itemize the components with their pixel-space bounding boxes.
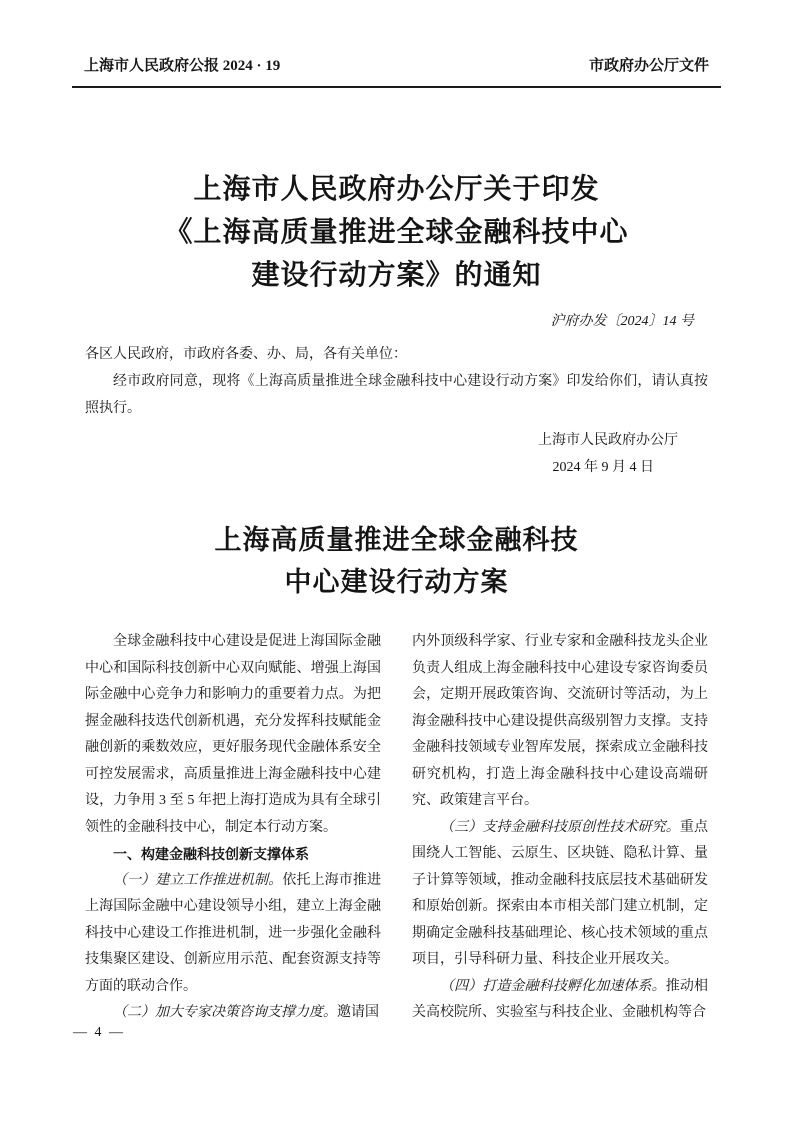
section-heading: 一、构建金融科技创新支撑体系 xyxy=(113,846,309,862)
gazette-issue-label: 上海市人民政府公报 2024 · 19 xyxy=(84,58,281,74)
signature-date: 2024 年 9 月 4 日 xyxy=(552,460,654,475)
paragraph: 全球金融科技中心建设是促进上海国际金融中心和国际科技创新中心双向赋能、增强上海国际金融中心竞争力和影响力的重要着力点。为把握金融科技迭代创新机遇，充分发挥科技赋能金融创新的乘数效应，更好服务现代金融体系安全可控发展需求，高质量推进上海金融科技中心建设，力争用 3 至 5 年把上海打造成为具有全球引领性的金融科技中心，制定本行动方案。 xyxy=(85,634,381,835)
plan-title-line-2: 中心建设行动方案 xyxy=(284,567,509,597)
paragraph: （三）支持金融科技原创性技术研究。重点围绕人工智能、云原生、区块链、隐私计算、量子计算等领域，推动金融科技底层技术基础研发和原始创新。探索由本市相关部门建立机制，定期确定金融科技基础理论、核心技术领域的重点项目，引导科研力量、科技企业开展攻关。 xyxy=(412,819,709,967)
paragraph: （一）建立工作推进机制。依托上海市推进上海国际金融中心建设领导小组，建立上海金融科技中心建设工作推进机制，进一步强化金融科技集聚区建设、创新应用示范、配套资源支持等方面的联动合作。 xyxy=(85,872,382,994)
notice-title-line-1: 上海市人民政府办公厅关于印发 xyxy=(193,174,600,205)
left-column xyxy=(85,629,381,1027)
item-title-lead: （二）加大专家决策咨询支撑力度。 xyxy=(113,1005,337,1020)
plan-title xyxy=(0,519,793,603)
paragraph: （二）加大专家决策咨询支撑力度。邀请国 xyxy=(113,1005,379,1020)
right-column xyxy=(412,629,708,1027)
notice-title xyxy=(0,168,793,297)
paragraph: 内外顶级科学家、行业专家和金融科技龙头企业负责人组成上海金融科技中心建设专家咨询委员会，定期开展政策咨询、交流研讨等活动，为上海金融科技中心建设提供高级别智力支撑。支持金融科技领域专业智库发展，探索成立金融科技研究机构，打造上海金融科技中心建设高端研究、政策建言平台。 xyxy=(412,634,708,808)
notice-paragraph: 经市政府同意，现将《上海高质量推进全球金融科技中心建设行动方案》印发给你们，请认真按照执行。 xyxy=(85,374,708,416)
plan-body xyxy=(85,629,708,1027)
notice-body xyxy=(85,341,708,481)
page-number: — 4 — xyxy=(73,1025,125,1040)
item-title-lead: （一）建立工作推进机制。 xyxy=(113,872,283,888)
notice-title-line-2: 《上海高质量推进全球金融科技中心 xyxy=(164,217,629,248)
notice-title-line-3: 建设行动方案》的通知 xyxy=(251,260,542,291)
document-number: 沪府办发〔2024〕14 号 xyxy=(550,314,694,329)
page-header xyxy=(72,0,721,76)
header-divider xyxy=(72,86,721,88)
plan-title-line-1: 上海高质量推进全球金融科技 xyxy=(214,525,579,555)
document-category-label: 市政府办公厅文件 xyxy=(588,58,709,74)
salutation: 各区人民政府，市政府各委、办、局，各有关单位： xyxy=(85,347,407,362)
item-title-lead: （三）支持金融科技原创性技术研究。 xyxy=(440,819,680,835)
paragraph: （四）打造金融科技孵化加速体系。推动相关高校院所、实验室与科技企业、金融机构等合 xyxy=(412,978,709,1020)
item-title-lead: （四）打造金融科技孵化加速体系。 xyxy=(440,978,666,994)
signature: 上海市人民政府办公厅 xyxy=(538,433,678,448)
